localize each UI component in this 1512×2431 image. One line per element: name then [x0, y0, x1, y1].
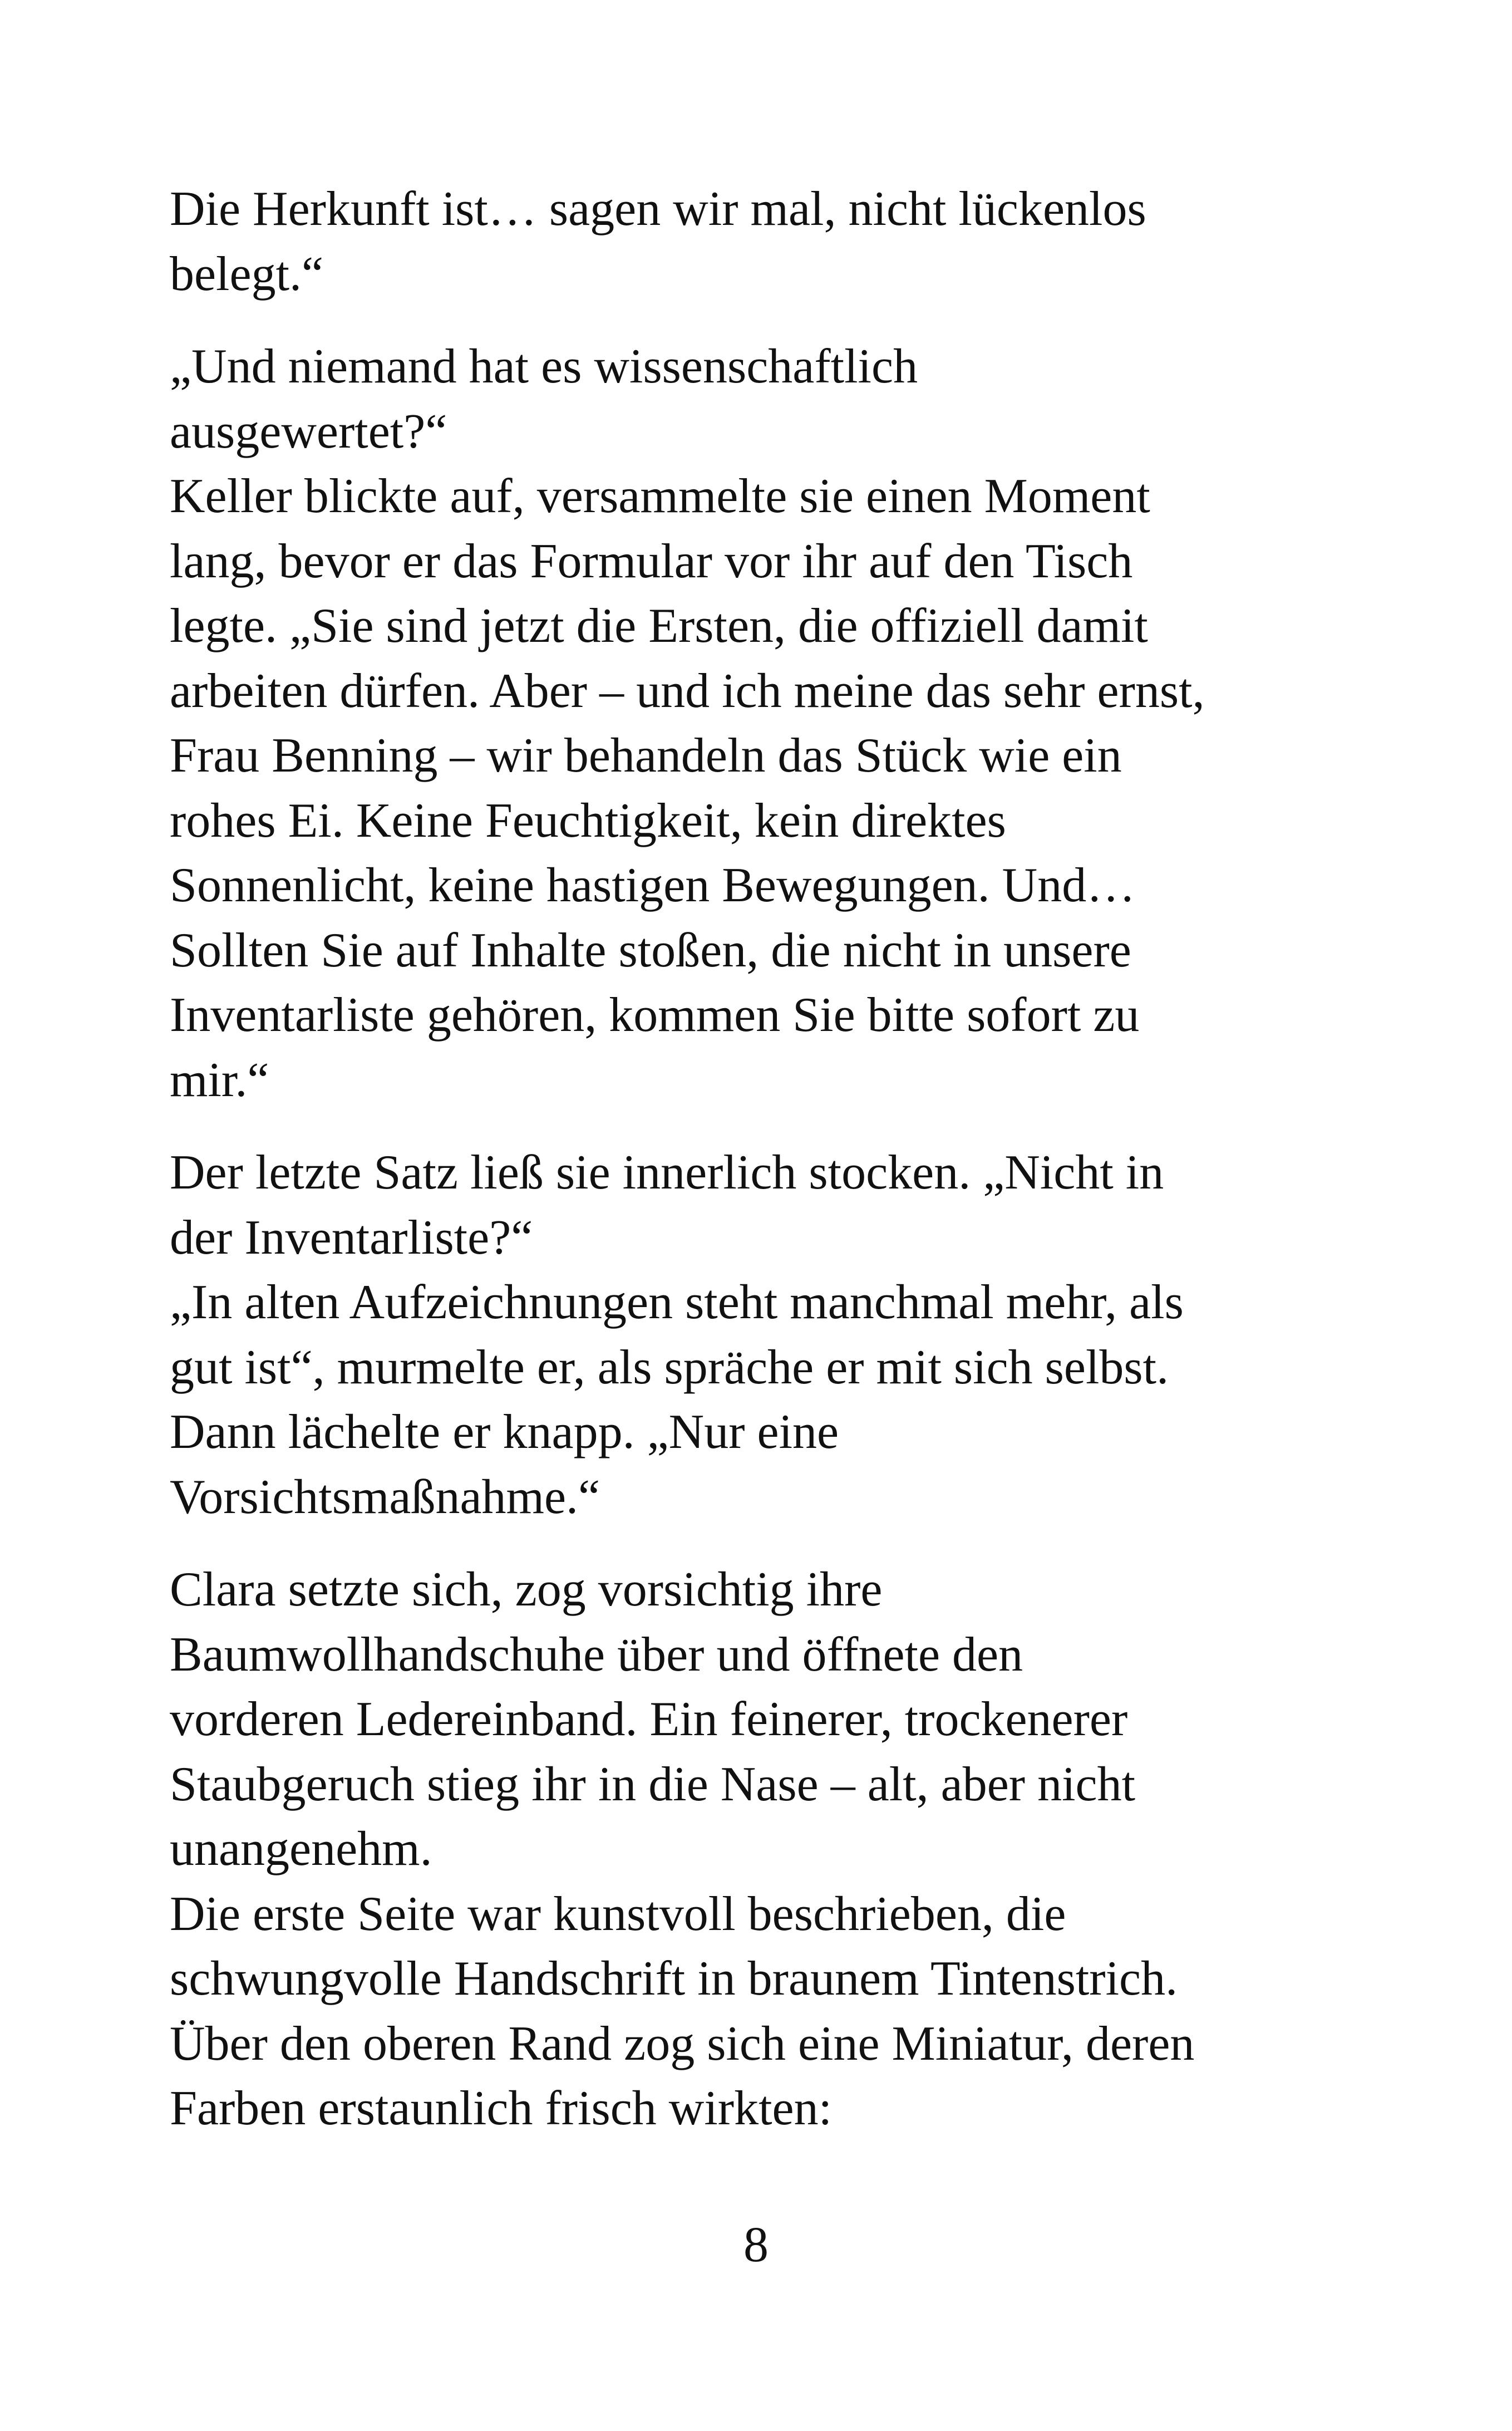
- paragraph: [170, 335, 1366, 1113]
- text-line: „In alten Aufzeichnungen steht manchmal mehr, als: [170, 1275, 1184, 1329]
- text-line: Vorsichtsmaßnahme.“: [170, 1470, 600, 1524]
- text-line: Die erste Seite war kunstvoll beschrieben, die: [170, 1887, 1066, 1941]
- text-line: unangenehm.: [170, 1822, 432, 1876]
- paragraph: [170, 177, 1366, 307]
- text-line: Frau Benning – wir behandeln das Stück wie ein: [170, 729, 1122, 783]
- text-line: belegt.“: [170, 247, 324, 301]
- text-line: Die Herkunft ist… sagen wir mal, nicht lückenlos: [170, 182, 1146, 236]
- text-line: Sollten Sie auf Inhalte stoßen, die nicht in unsere: [170, 923, 1131, 978]
- text-line: Dann lächelte er knapp. „Nur eine: [170, 1405, 839, 1459]
- text-line: Clara setzte sich, zog vorsichtig ihre: [170, 1563, 883, 1617]
- text-line: Baumwollhandschuhe über und öffnete den: [170, 1627, 1023, 1682]
- page-number: 8: [743, 2217, 769, 2272]
- text-line: Keller blickte auf, versammelte sie einen Moment: [170, 469, 1150, 523]
- text-line: arbeiten dürfen. Aber – und ich meine das sehr ernst,: [170, 664, 1205, 718]
- text-line: lang, bevor er das Formular vor ihr auf den Tisch: [170, 534, 1133, 588]
- text-line: schwungvolle Handschrift in braunem Tintenstrich.: [170, 1952, 1178, 2006]
- text-line: ausgewertet?“: [170, 404, 447, 459]
- paragraph: [170, 1558, 1366, 2142]
- text-line: Staubgeruch stieg ihr in die Nase – alt, aber nicht: [170, 1757, 1136, 1811]
- text-line: rohes Ei. Keine Feuchtigkeit, kein direktes: [170, 793, 1006, 848]
- text-line: vorderen Ledereinband. Ein feinerer, trockenerer: [170, 1692, 1128, 1746]
- text-line: Über den oberen Rand zog sich eine Miniatur, deren: [170, 2016, 1195, 2071]
- text-line: der Inventarliste?“: [170, 1210, 533, 1265]
- text-line: mir.“: [170, 1053, 269, 1107]
- text-line: Inventarliste gehören, kommen Sie bitte sofort zu: [170, 988, 1140, 1042]
- text-line: gut ist“, murmelte er, als spräche er mit sich selbst.: [170, 1340, 1169, 1394]
- text-line: Farben erstaunlich frisch wirkten:: [170, 2081, 833, 2135]
- text-line: Der letzte Satz ließ sie innerlich stocken. „Nicht in: [170, 1146, 1164, 1200]
- paragraph: [170, 1141, 1366, 1530]
- text-line: „Und niemand hat es wissenschaftlich: [170, 340, 918, 394]
- text-line: Sonnenlicht, keine hastigen Bewegungen. Und…: [170, 858, 1136, 912]
- text-line: legte. „Sie sind jetzt die Ersten, die offiziell damit: [170, 599, 1148, 653]
- page-body: [170, 177, 1366, 2142]
